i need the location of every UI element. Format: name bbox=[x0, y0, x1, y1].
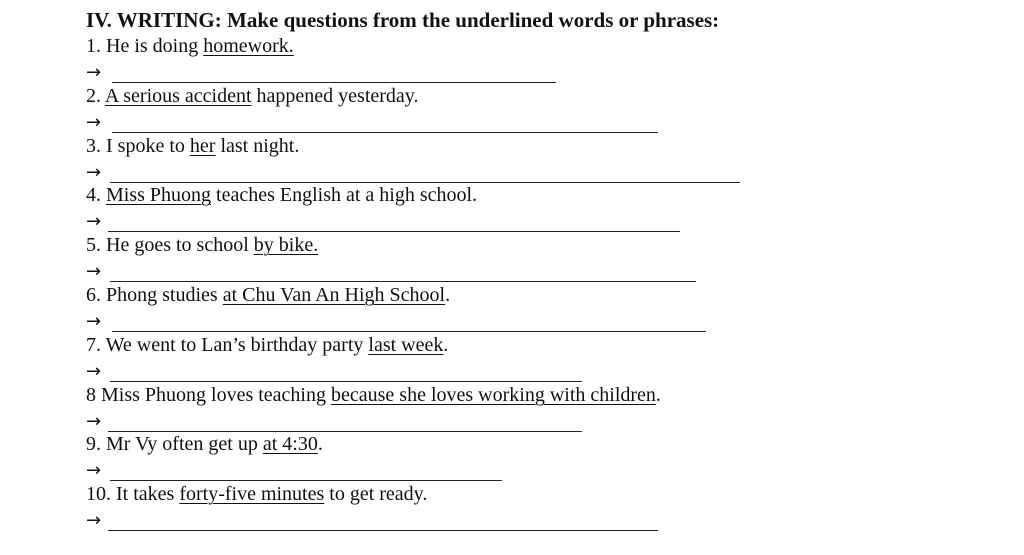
question-text: 10. It takes bbox=[86, 483, 180, 505]
question-text: . bbox=[443, 334, 449, 356]
answer-blank[interactable] bbox=[112, 132, 658, 133]
question-4 bbox=[86, 184, 477, 207]
question-text: last night. bbox=[215, 135, 300, 157]
question-8 bbox=[86, 384, 661, 407]
underlined-phrase: forty-five minutes bbox=[179, 483, 325, 505]
arrow-icon: → bbox=[86, 162, 102, 183]
answer-blank[interactable] bbox=[110, 480, 502, 481]
question-text: 3. I spoke to bbox=[86, 135, 190, 157]
question-text: 2. bbox=[86, 85, 105, 107]
question-1 bbox=[86, 35, 294, 58]
arrow-icon: → bbox=[86, 211, 102, 232]
answer-line-6[interactable] bbox=[86, 312, 706, 334]
arrow-icon: → bbox=[86, 411, 102, 432]
underlined-phrase: by bike. bbox=[253, 234, 319, 256]
arrow-icon: → bbox=[86, 460, 102, 481]
question-text: 8 Miss Phuong loves teaching bbox=[86, 384, 331, 406]
question-text: 9. Mr Vy often get up bbox=[86, 433, 263, 455]
underlined-phrase: at 4:30 bbox=[262, 433, 318, 455]
underlined-phrase: at Chu Van An High School bbox=[222, 284, 446, 306]
question-text: . bbox=[317, 433, 323, 455]
answer-line-3[interactable] bbox=[86, 163, 740, 185]
question-7 bbox=[86, 334, 448, 357]
arrow-icon: → bbox=[86, 112, 102, 133]
question-3 bbox=[86, 135, 299, 158]
question-text: 7. We went to Lan’s birthday party bbox=[86, 334, 369, 356]
arrow-icon: → bbox=[86, 261, 102, 282]
answer-blank[interactable] bbox=[108, 530, 658, 531]
answer-line-10[interactable] bbox=[86, 511, 658, 533]
arrow-icon: → bbox=[86, 361, 102, 382]
worksheet-title: IV. WRITING: Make questions from the underlined words or phrases: bbox=[86, 8, 720, 32]
question-text: to get ready. bbox=[324, 483, 428, 505]
answer-blank[interactable] bbox=[110, 381, 582, 382]
question-text: 6. Phong studies bbox=[86, 284, 223, 306]
arrow-icon: → bbox=[86, 311, 102, 332]
answer-blank[interactable] bbox=[110, 281, 696, 282]
arrow-icon: → bbox=[86, 62, 102, 83]
answer-blank[interactable] bbox=[112, 331, 706, 332]
answer-line-2[interactable] bbox=[86, 113, 658, 135]
underlined-phrase: Miss Phuong bbox=[106, 184, 212, 206]
answer-blank[interactable] bbox=[108, 431, 582, 432]
question-10 bbox=[86, 483, 427, 506]
question-text: 4. bbox=[86, 184, 106, 206]
question-text: happened yesterday. bbox=[251, 85, 419, 107]
answer-line-1[interactable] bbox=[86, 63, 556, 85]
answer-line-8[interactable] bbox=[86, 412, 582, 434]
answer-blank[interactable] bbox=[108, 231, 680, 232]
underlined-phrase: homework. bbox=[203, 35, 294, 57]
answer-line-7[interactable] bbox=[86, 362, 582, 384]
question-2 bbox=[86, 85, 419, 108]
question-5 bbox=[86, 234, 318, 257]
question-text: 1. He is doing bbox=[86, 35, 204, 57]
underlined-phrase: because she loves working with children bbox=[331, 384, 656, 406]
answer-line-4[interactable] bbox=[86, 212, 680, 234]
question-text: 5. He goes to school bbox=[86, 234, 254, 256]
answer-line-9[interactable] bbox=[86, 461, 502, 483]
question-text: . bbox=[445, 284, 451, 306]
question-6 bbox=[86, 284, 450, 307]
arrow-icon: → bbox=[86, 510, 102, 531]
underlined-phrase: A serious accident bbox=[104, 85, 252, 107]
underlined-phrase: last week bbox=[368, 334, 444, 356]
answer-blank[interactable] bbox=[112, 82, 556, 83]
underlined-phrase: her bbox=[189, 135, 216, 157]
question-text: teaches English at a high school. bbox=[211, 184, 478, 206]
question-9 bbox=[86, 433, 323, 456]
answer-line-5[interactable] bbox=[86, 262, 696, 284]
answer-blank[interactable] bbox=[110, 182, 740, 183]
question-text: . bbox=[655, 384, 661, 406]
